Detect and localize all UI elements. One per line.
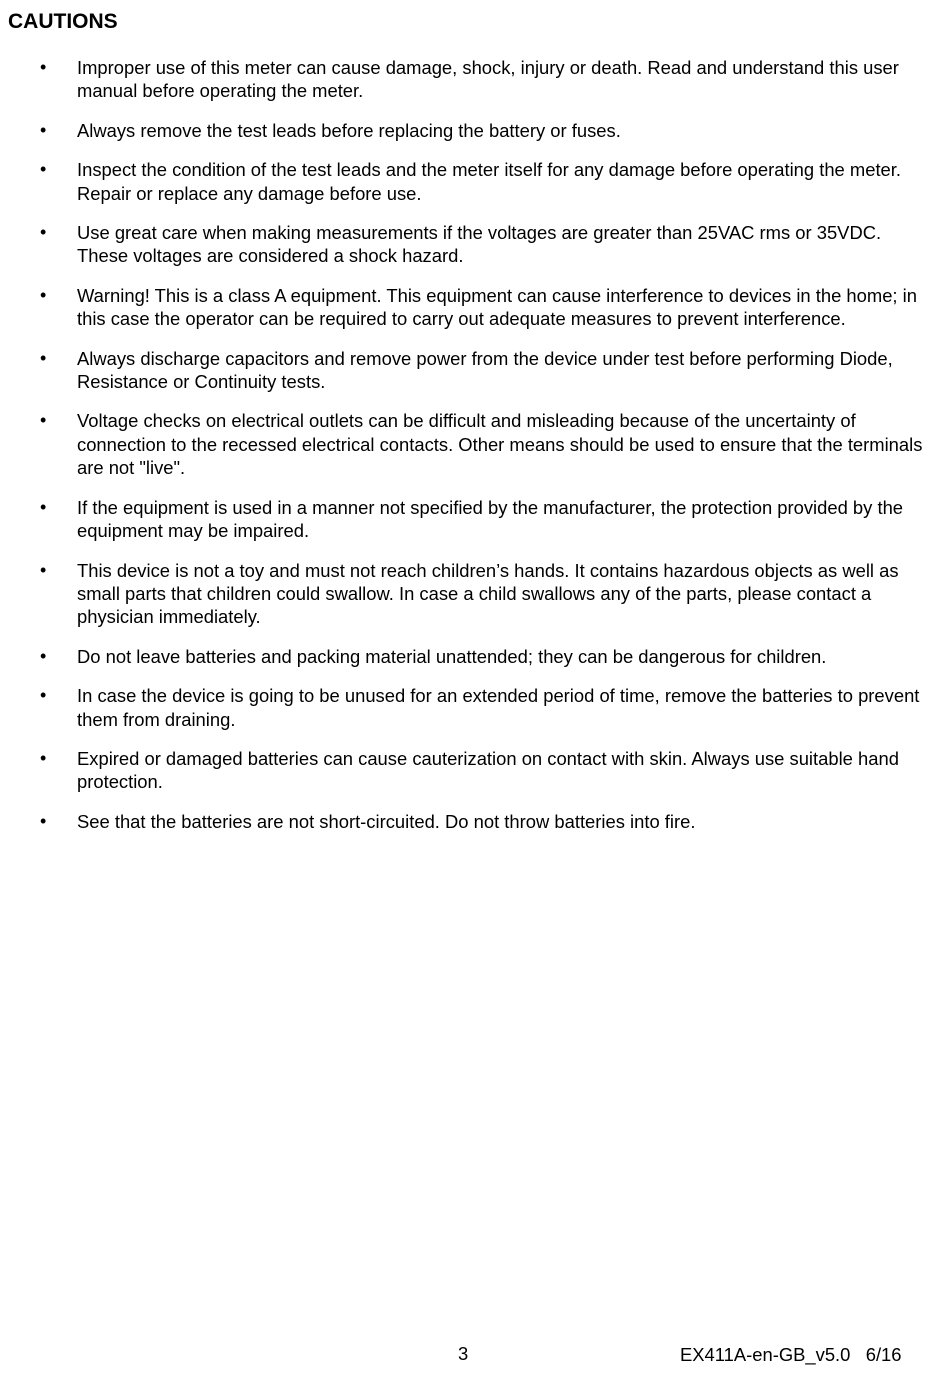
caution-item xyxy=(0,347,950,394)
page-title: CAUTIONS xyxy=(8,10,118,33)
bullet-icon: • xyxy=(40,685,47,706)
caution-text: In case the device is going to be unused for an extended period of time, remove the batteries to prevent them from draining. xyxy=(77,685,920,730)
caution-text: Expired or damaged batteries can cause cauterization on contact with skin. Always use suitable hand protection. xyxy=(77,747,899,793)
bullet-icon: • xyxy=(40,410,47,431)
caution-text: Improper use of this meter can cause damage, shock, injury or death. Read and understand this user manual before operating the meter. xyxy=(77,57,899,102)
bullet-icon: • xyxy=(40,559,47,580)
caution-item xyxy=(0,559,950,629)
caution-item xyxy=(0,56,950,103)
caution-item xyxy=(0,645,950,668)
document-id: EX411A-en-GB_v5.0 6/16 xyxy=(680,1344,902,1365)
caution-item xyxy=(0,119,950,142)
bullet-icon: • xyxy=(40,284,47,305)
caution-text: Always remove the test leads before replacing the battery or fuses. xyxy=(77,119,621,141)
bullet-icon: • xyxy=(40,645,47,666)
caution-text: If the equipment is used in a manner not specified by the manufacturer, the protection provided by the equipment may be impaired. xyxy=(77,496,904,542)
caution-item xyxy=(0,684,950,731)
caution-item xyxy=(0,409,950,479)
caution-text: Always discharge capacitors and remove power from the device under test before performing Diode, Resistance or Continuity tests. xyxy=(77,347,893,393)
page-number: 3 xyxy=(458,1343,469,1364)
bullet-icon: • xyxy=(40,347,47,368)
caution-text: See that the batteries are not short-circuited. Do not throw batteries into fire. xyxy=(77,810,696,832)
caution-text: This device is not a toy and must not reach children’s hands. It contains hazardous objects as well as small parts that children could swallow. In case a child swallows any of the parts, please contact a physician immediately. xyxy=(77,559,899,628)
caution-item xyxy=(0,747,950,794)
caution-text: Warning! This is a class A equipment. This equipment can cause interference to devices in the home; in this case the operator can be required to carry out adequate measures to prevent interference. xyxy=(77,284,917,330)
bullet-icon: • xyxy=(40,496,47,517)
caution-text: Do not leave batteries and packing material unattended; they can be dangerous for children. xyxy=(77,645,827,667)
caution-item xyxy=(0,221,950,268)
cautions-list xyxy=(0,56,950,849)
bullet-icon: • xyxy=(40,57,47,77)
bullet-icon: • xyxy=(40,119,47,140)
caution-text: Voltage checks on electrical outlets can be difficult and misleading because of the uncertainty of connection to the recessed electrical contacts. Other means should be used to ensure that the terminals are not "live". xyxy=(77,410,923,479)
bullet-icon: • xyxy=(40,810,47,831)
caution-text: Inspect the condition of the test leads and the meter itself for any damage before operating the meter. Repair or replace any damage before use. xyxy=(77,159,901,204)
bullet-icon: • xyxy=(40,159,47,180)
caution-item xyxy=(0,496,950,543)
caution-text: Use great care when making measurements if the voltages are greater than 25VAC rms or 35VDC. These voltages are considered a shock hazard. xyxy=(77,222,882,267)
caution-item xyxy=(0,810,950,833)
bullet-icon: • xyxy=(40,222,47,243)
caution-item xyxy=(0,284,950,331)
caution-item xyxy=(0,158,950,205)
bullet-icon: • xyxy=(40,747,47,768)
